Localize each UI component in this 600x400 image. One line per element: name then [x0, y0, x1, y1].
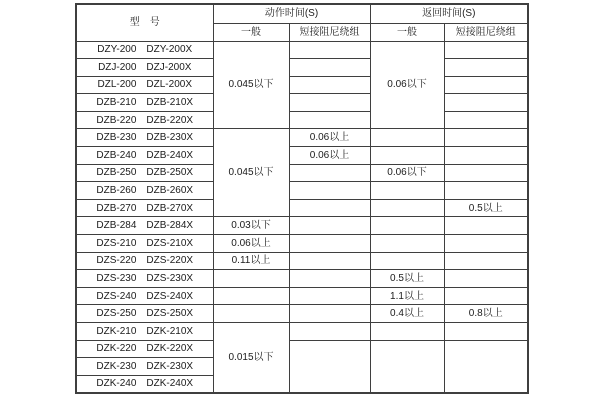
operate-damping-cell	[289, 199, 370, 217]
model-cell	[76, 41, 213, 59]
operate-general-cell	[213, 270, 289, 288]
model-name-x: DZK-240X	[146, 378, 194, 390]
return-general-cell	[370, 235, 444, 253]
table-row	[76, 235, 528, 253]
model-cell	[76, 340, 213, 358]
return-damping-cell	[444, 147, 528, 165]
model-cell	[76, 305, 213, 323]
return-damping-cell	[444, 235, 528, 253]
model-cell	[76, 323, 213, 341]
return-general-header: 一般	[370, 23, 444, 41]
return-general-cell: 0.5以上	[370, 270, 444, 288]
model-name: DZB-240	[96, 149, 137, 161]
header-row-1	[76, 4, 528, 23]
return-general-cell	[370, 323, 444, 341]
return-general-cell	[370, 182, 444, 200]
return-damping-cell	[444, 129, 528, 147]
model-cell	[76, 129, 213, 147]
model-name-x: DZB-284X	[146, 220, 194, 232]
model-name: DZS-250	[96, 308, 137, 320]
model-cell	[76, 59, 213, 77]
return-damping-cell	[444, 340, 528, 393]
table-row	[76, 76, 528, 94]
return-general-cell: 1.1以上	[370, 287, 444, 305]
return-time-header: 返回时间(S)	[370, 4, 528, 23]
model-name-x: DZS-240X	[146, 290, 194, 302]
return-damping-header: 短接阻尼绕组	[444, 23, 528, 41]
model-name-x: DZB-230X	[146, 132, 194, 144]
model-name: DZB-220	[96, 114, 137, 126]
model-name: DZS-220	[96, 255, 137, 267]
operate-general-header: 一般	[213, 23, 289, 41]
model-cell	[76, 358, 213, 376]
model-column-header: 型 号	[76, 4, 213, 41]
model-name: DZB-230	[96, 132, 137, 144]
model-name: DZK-220	[96, 343, 137, 355]
return-damping-cell	[444, 111, 528, 129]
return-damping-cell: 0.5以上	[444, 199, 528, 217]
model-name-x: DZK-230X	[146, 360, 194, 372]
return-general-cell	[370, 340, 444, 393]
return-damping-cell	[444, 41, 528, 59]
model-name: DZY-200	[97, 44, 137, 56]
return-damping-cell	[444, 76, 528, 94]
operate-damping-cell	[289, 287, 370, 305]
model-name: DZL-200	[97, 79, 137, 91]
table-row	[76, 111, 528, 129]
model-cell	[76, 164, 213, 182]
return-damping-cell	[444, 94, 528, 112]
operate-damping-cell	[289, 323, 370, 341]
return-damping-cell	[444, 252, 528, 270]
model-name-x: DZB-260X	[146, 185, 194, 197]
operate-damping-cell	[289, 217, 370, 235]
relay-timing-table	[75, 3, 529, 394]
model-cell	[76, 375, 213, 393]
model-name: DZK-210	[96, 325, 137, 337]
return-damping-cell	[444, 164, 528, 182]
table-row	[76, 217, 528, 235]
model-name-x: DZB-210X	[146, 97, 194, 109]
return-general-cell: 0.06以下	[370, 164, 444, 182]
operate-damping-cell	[289, 76, 370, 94]
return-damping-cell	[444, 182, 528, 200]
table-row	[76, 305, 528, 323]
return-damping-cell	[444, 59, 528, 77]
return-general-cell	[370, 252, 444, 270]
operate-damping-cell: 0.06以上	[289, 129, 370, 147]
model-cell	[76, 111, 213, 129]
model-name: DZK-240	[96, 378, 137, 390]
model-name-x: DZK-220X	[146, 343, 194, 355]
model-name: DZS-210	[96, 237, 137, 249]
table-row	[76, 59, 528, 77]
model-cell	[76, 147, 213, 165]
model-cell	[76, 235, 213, 253]
return-damping-cell	[444, 323, 528, 341]
operate-damping-cell	[289, 41, 370, 59]
model-cell	[76, 94, 213, 112]
model-name-x: DZY-200X	[146, 44, 193, 56]
operate-damping-cell	[289, 182, 370, 200]
table-row	[76, 182, 528, 200]
model-name-x: DZB-270X	[146, 202, 194, 214]
operate-general-cell: 0.06以上	[213, 235, 289, 253]
model-name-x: DZK-210X	[146, 325, 194, 337]
operate-damping-cell: 0.06以上	[289, 147, 370, 165]
model-cell	[76, 199, 213, 217]
return-damping-cell	[444, 270, 528, 288]
return-damping-cell	[444, 217, 528, 235]
model-name-x: DZB-220X	[146, 114, 194, 126]
model-cell	[76, 287, 213, 305]
table-row	[76, 323, 528, 341]
table-row	[76, 129, 528, 147]
model-name-x: DZB-240X	[146, 149, 194, 161]
table-body	[76, 41, 528, 393]
return-general-cell	[370, 129, 444, 147]
model-cell	[76, 182, 213, 200]
operate-general-cell	[213, 305, 289, 323]
table-header	[76, 4, 528, 41]
model-name-x: DZJ-200X	[146, 61, 192, 73]
return-damping-cell	[444, 287, 528, 305]
operate-damping-cell	[289, 340, 370, 393]
table-row	[76, 94, 528, 112]
operate-general-cell: 0.045以下	[213, 41, 289, 129]
operate-damping-cell	[289, 305, 370, 323]
model-cell	[76, 76, 213, 94]
return-general-cell	[370, 199, 444, 217]
operate-damping-cell	[289, 111, 370, 129]
model-name: DZB-284	[96, 220, 137, 232]
table-row	[76, 41, 528, 59]
operate-general-cell: 0.015以下	[213, 323, 289, 393]
return-general-cell	[370, 217, 444, 235]
table-row	[76, 147, 528, 165]
model-name-x: DZS-210X	[146, 237, 194, 249]
model-name: DZB-260	[96, 185, 137, 197]
model-name: DZJ-200	[98, 61, 137, 73]
model-name-x: DZS-230X	[146, 273, 194, 285]
model-name: DZB-210	[96, 97, 137, 109]
model-name-x: DZS-250X	[146, 308, 194, 320]
table-row	[76, 270, 528, 288]
operate-general-cell	[213, 287, 289, 305]
model-name: DZS-240	[96, 290, 137, 302]
operate-damping-cell	[289, 270, 370, 288]
operate-damping-cell	[289, 94, 370, 112]
table-row	[76, 287, 528, 305]
operate-damping-cell	[289, 164, 370, 182]
model-cell	[76, 270, 213, 288]
model-name: DZB-270	[96, 202, 137, 214]
operate-damping-header: 短接阻尼绕组	[289, 23, 370, 41]
return-general-cell	[370, 147, 444, 165]
model-name-x: DZS-220X	[146, 255, 194, 267]
return-damping-cell: 0.8以上	[444, 305, 528, 323]
return-general-cell: 0.06以下	[370, 41, 444, 129]
operate-damping-cell	[289, 235, 370, 253]
model-name-x: DZL-200X	[146, 79, 192, 91]
operate-general-cell: 0.045以下	[213, 129, 289, 217]
table-row	[76, 252, 528, 270]
model-name: DZS-230	[96, 273, 137, 285]
model-name: DZB-250	[96, 167, 137, 179]
table-row	[76, 164, 528, 182]
table-row	[76, 199, 528, 217]
return-general-cell: 0.4以上	[370, 305, 444, 323]
operate-general-cell: 0.03以下	[213, 217, 289, 235]
table-row	[76, 340, 528, 358]
model-name: DZK-230	[96, 360, 137, 372]
model-cell	[76, 217, 213, 235]
operate-damping-cell	[289, 252, 370, 270]
operate-damping-cell	[289, 59, 370, 77]
operate-time-header: 动作时间(S)	[213, 4, 370, 23]
operate-general-cell: 0.11以上	[213, 252, 289, 270]
model-name-x: DZB-250X	[146, 167, 194, 179]
model-cell	[76, 252, 213, 270]
